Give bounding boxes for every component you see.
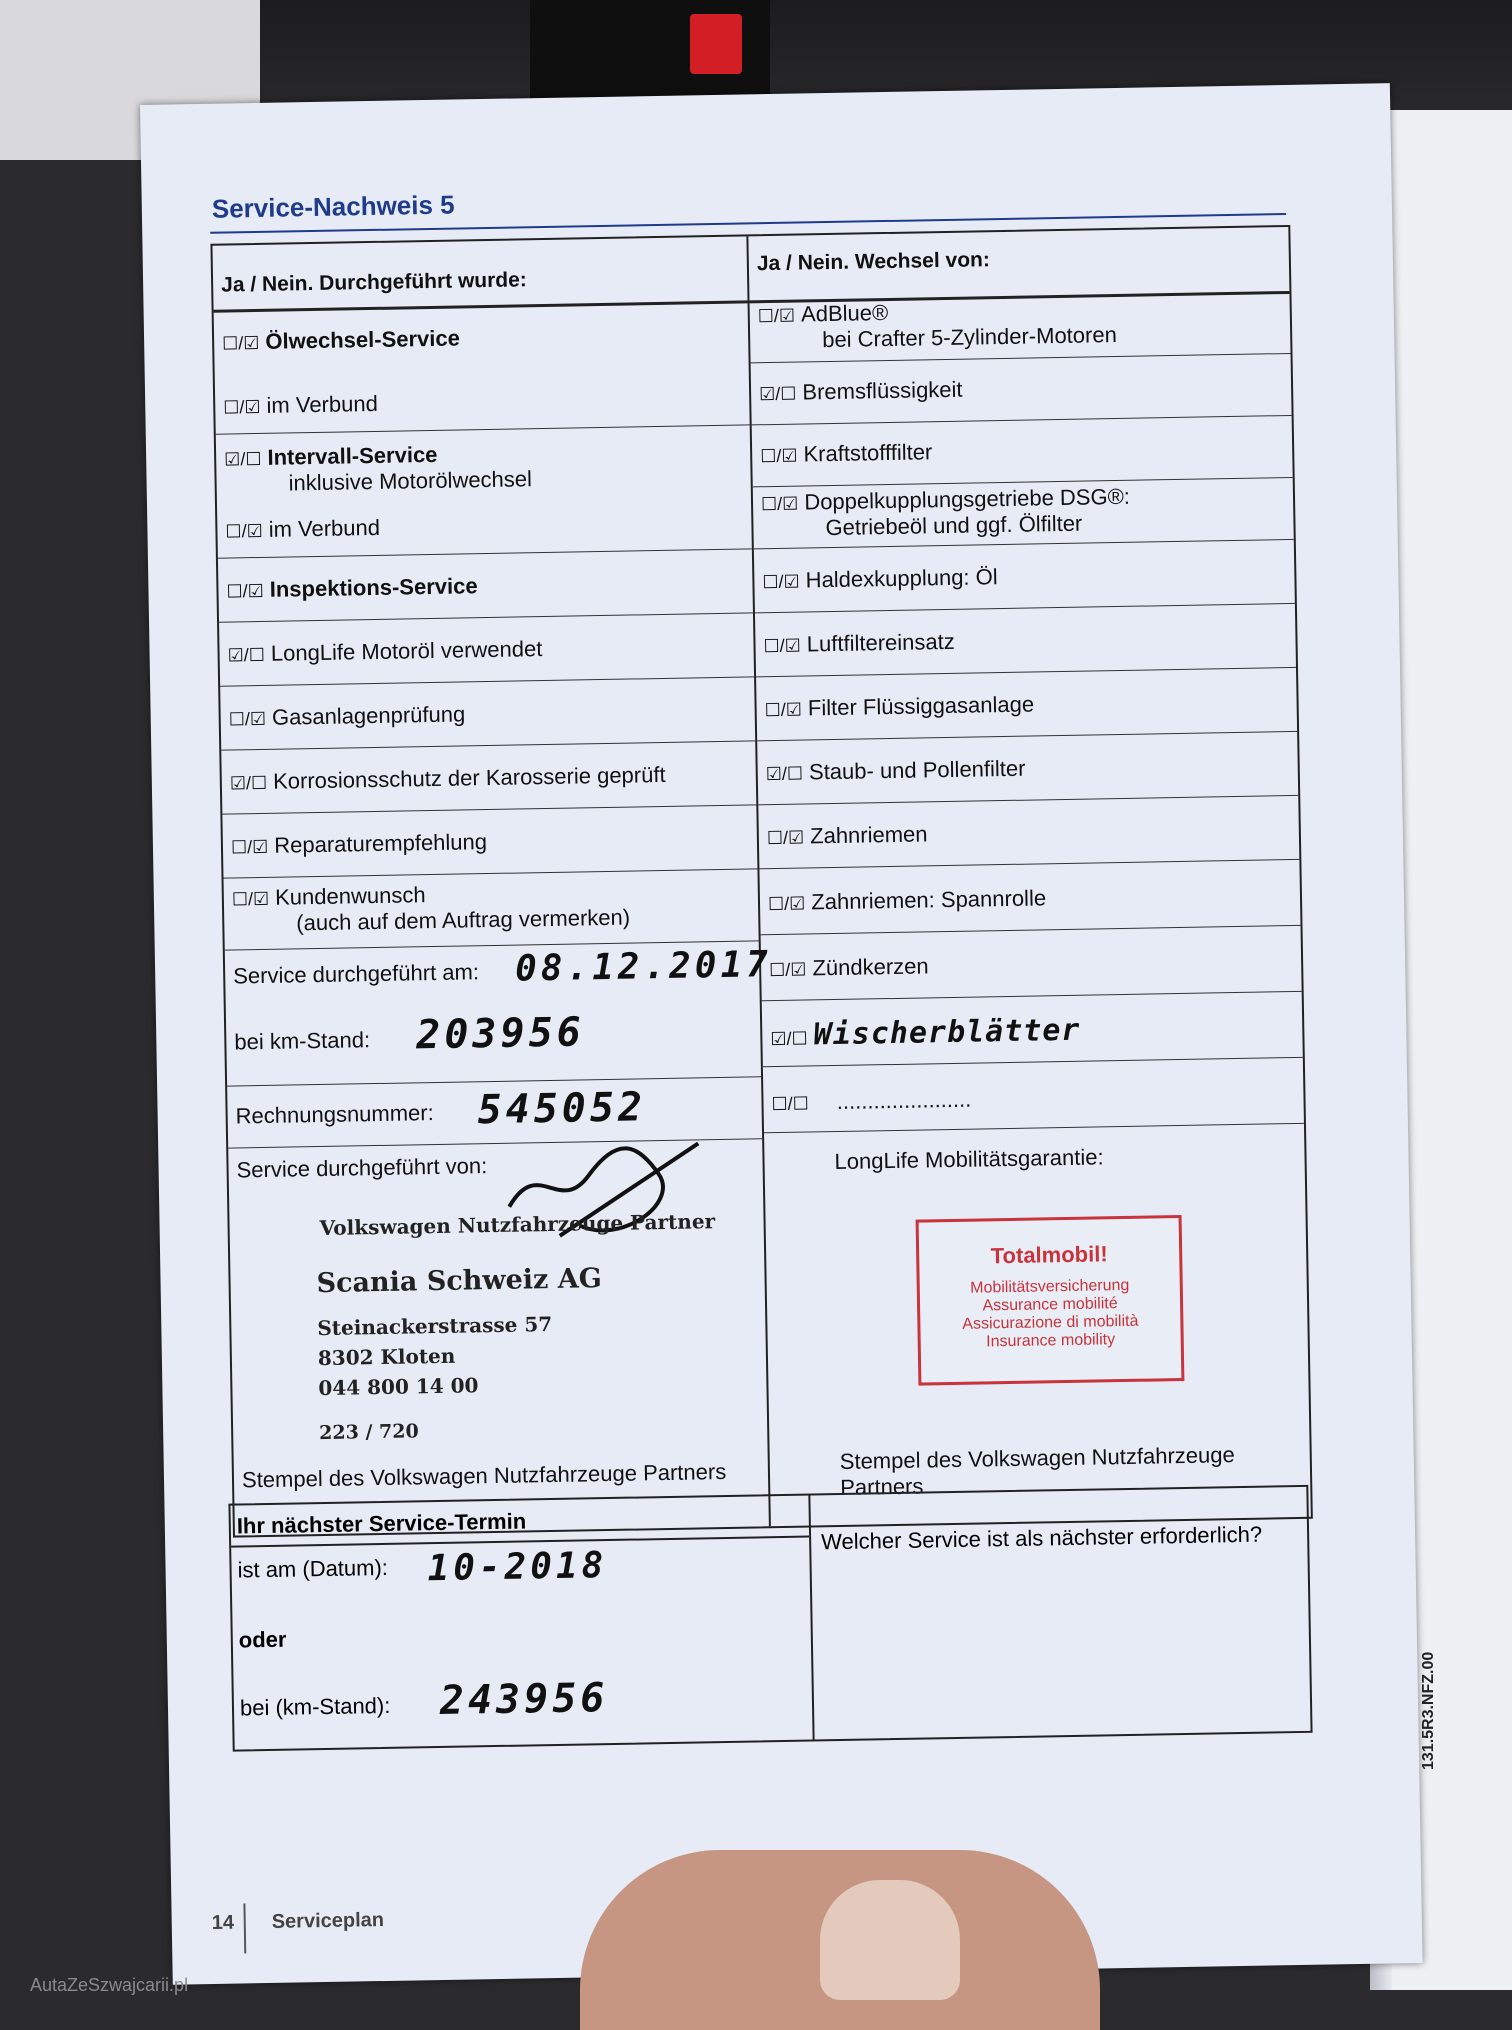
totalmobil-stamp: [916, 1215, 1185, 1386]
right-heading: Ja / Nein. Wechsel von:: [756, 248, 991, 276]
stamp-line: Mobilitätsversicherung: [970, 1276, 1130, 1297]
mobility-label: LongLife Mobilitätsgarantie:: [834, 1144, 1104, 1175]
list-item[interactable]: ☐/☑ Gasanlagenprüfung: [220, 676, 755, 750]
performed-by-label: Service durchgeführt von:: [236, 1153, 488, 1183]
next-or-label: oder: [238, 1626, 287, 1653]
service-date-km-group: [225, 940, 773, 1086]
next-km-value: 243956: [439, 1675, 609, 1725]
list-item[interactable]: ☑/☐ Staub- und Pollenfilter: [757, 731, 1298, 805]
left-heading: Ja / Nein. Durchgeführt wurde:: [220, 268, 528, 297]
list-item[interactable]: ☑/☐ LongLife Motoröl verwendet: [219, 612, 754, 686]
next-divider: [808, 1496, 814, 1740]
stamp-line: Assicurazione di mobilità: [962, 1312, 1139, 1333]
list-item[interactable]: ☑/☐ Korrosionsschutz der Karosserie geprüft: [221, 740, 756, 814]
thumbnail-nail: [820, 1880, 960, 2000]
stamp-number: 223 / 720: [319, 1420, 419, 1445]
stamp-line: Insurance mobility: [986, 1331, 1116, 1351]
next-km-label: bei (km-Stand):: [239, 1692, 391, 1721]
stamp-line: Assurance mobilité: [982, 1295, 1118, 1315]
list-item[interactable]: ☐/☑ Doppelkupplungsgetriebe DSG®: Getriebeöl und ggf. Ölfilter: [753, 477, 1294, 549]
service-table: [210, 225, 1312, 1538]
watermark: AutaZeSzwajcarii.pl: [30, 1975, 189, 1995]
stamp-phone: 044 800 14 00: [318, 1373, 479, 1401]
invoice-label: Rechnungsnummer:: [235, 1100, 434, 1129]
right-column: [748, 227, 1288, 1500]
next-service-table: [228, 1485, 1312, 1752]
list-item[interactable]: ☐/☑ Zahnriemen: Spannrolle: [759, 859, 1300, 935]
list-item[interactable]: ☐/☑ Kraftstofffilter: [752, 415, 1293, 487]
next-heading: Ihr nächster Service-Termin: [236, 1508, 527, 1539]
stamp-brand: Totalmobil!: [990, 1241, 1108, 1269]
next-heading-row: [230, 1496, 809, 1548]
service-page: [140, 83, 1423, 1985]
service-date-value: 08.12.2017: [514, 944, 773, 990]
list-item[interactable]: ☐/☑ Kundenwunsch (auch auf dem Auftrag vermerken): [223, 868, 758, 950]
mobility-area: [764, 1123, 1311, 1524]
list-item[interactable]: ☐/☑ im Verbund: [223, 390, 379, 418]
list-item[interactable]: ☑/☐ Bremsflüssigkeit: [751, 353, 1292, 425]
stamp-caption-left: Stempel des Volkswagen Nutzfahrzeuge Partners: [241, 1458, 727, 1493]
footer-divider: [243, 1903, 246, 1953]
list-item[interactable]: ☐/☑ Luftfiltereinsatz: [755, 603, 1296, 677]
km-value: 203956: [415, 1009, 586, 1059]
list-item[interactable]: ☐/☑ Ölwechsel-Service: [222, 325, 461, 354]
stamp-city: 8302 Kloten: [317, 1343, 456, 1371]
service-date-label: Service durchgeführt am:: [232, 959, 480, 989]
document-code: 131.5R3.NFZ.00: [1420, 1651, 1437, 1770]
interval-service-group: [216, 424, 752, 558]
list-item[interactable]: ☐/☑ AdBlue® bei Crafter 5-Zylinder-Motoren: [750, 291, 1291, 363]
page-title: Service-Nachweis 5: [211, 189, 455, 224]
oil-service-group: [214, 300, 750, 434]
list-item[interactable]: ☐/☑ Zahnriemen: [758, 795, 1299, 869]
next-date-value: 10-2018: [427, 1545, 608, 1590]
next-date-label: ist am (Datum):: [237, 1554, 389, 1583]
list-item[interactable]: ☐/☑ Zündkerzen: [761, 925, 1302, 1001]
stamp-street: Steinackerstrasse 57: [317, 1311, 553, 1341]
list-item[interactable]: ☐/☑ Inspektions-Service: [218, 548, 753, 622]
left-column: [212, 236, 773, 1493]
list-item[interactable]: ☐/☑ Haldexkupplung: Öl: [754, 539, 1295, 613]
next-service-question: Welcher Service ist als nächster erforderlich?: [820, 1521, 1263, 1555]
footer-section: Serviceplan: [271, 1909, 385, 1933]
invoice-value: 545052: [477, 1084, 647, 1134]
stamp-partner-line: Volkswagen Nutzfahrzeuge Partner: [319, 1209, 716, 1241]
hazard-light-icon: [690, 14, 742, 74]
list-item[interactable]: ☐/☐ ......................: [763, 1057, 1304, 1133]
stamp-caption-right: Stempel des Volkswagen Nutzfahrzeuge Partners: [839, 1442, 1235, 1500]
list-item[interactable]: ☐/☑ im Verbund: [225, 514, 381, 542]
km-label: bei km-Stand:: [234, 1027, 371, 1055]
stamp-company: Scania Schweiz AG: [316, 1263, 603, 1300]
list-item[interactable]: ☐/☑ Filter Flüssiggasanlage: [756, 667, 1297, 741]
page-number: 14: [211, 1911, 235, 1935]
partner-stamp-area: [228, 1138, 769, 1533]
list-item[interactable]: ☐/☑ Reparaturempfehlung: [222, 804, 757, 878]
list-item[interactable]: ☑/☐ Intervall-Service inklusive Motorölwechsel: [224, 441, 533, 496]
list-item[interactable]: ☑/☐ Wischerblätter: [762, 991, 1303, 1067]
